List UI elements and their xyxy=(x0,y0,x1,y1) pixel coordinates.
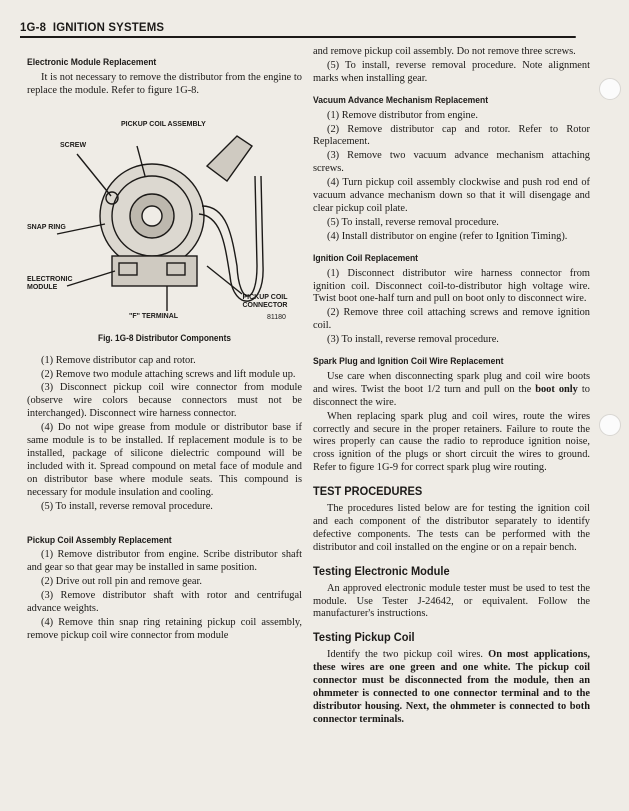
step: (5) To install, reverse removal procedure. xyxy=(41,500,213,512)
paragraph: An approved electronic module tester must be used to test the module. Use Tester J-24642, or equivalent. Follow the manufacturer's instructions. xyxy=(313,582,590,620)
text: to disconnect the wire. xyxy=(313,383,590,408)
heading-testing-electronic-module: Testing Electronic Module xyxy=(313,563,450,578)
emphasis: boot only xyxy=(535,383,578,395)
binder-hole xyxy=(599,414,621,436)
heading-spark-plug-wire: Spark Plug and Ignition Coil Wire Replacement xyxy=(313,356,504,367)
paragraph: When replacing spark plug and coil wires, route the wires correctly and secure in the proper retainers. Failure to route the wires properly can cause the radio to reproduce ignition noise, cross ignition of the plugs or short circuit the wires to ground. Refer to figure 1G-9 for correct spark plug wire routing. xyxy=(313,410,590,474)
label-pickup-coil-connector: PICKUP COIL CONNECTOR xyxy=(242,293,288,309)
label-f-terminal: "F" TERMINAL xyxy=(129,312,179,320)
heading-vacuum-advance: Vacuum Advance Mechanism Replacement xyxy=(313,94,489,105)
distributor-illustration xyxy=(27,106,302,326)
step: (3) Remove two vacuum advance mechanism attaching screws. xyxy=(313,150,590,175)
heading-pickup-coil-assembly: Pickup Coil Assembly Replacement xyxy=(27,534,172,545)
text: Identify the two pickup coil wires. xyxy=(327,649,483,661)
label-electronic-module: ELECTRONIC MODULE xyxy=(27,275,73,291)
binder-hole xyxy=(599,78,621,100)
step: (1) Remove distributor from engine. Scribe distributor shaft and gear so that gear may be installed in same position. xyxy=(27,549,302,574)
step: (4) Do not wipe grease from module or distributor base if same module is to be installed. If replacement module is to be installed, package of silicone dielectric compound will be included with it. Spread compound on metal face of module and on distributor base where module seats. This compound is necessary for module insulation and cooling. xyxy=(27,422,302,498)
step: (1) Remove distributor cap and rotor. xyxy=(41,354,196,366)
paragraph xyxy=(313,649,590,726)
heading-test-procedures: TEST PROCEDURES xyxy=(313,484,423,499)
page-header xyxy=(20,20,576,38)
step: (1) Disconnect distributor wire harness connector from ignition coil. Disconnect coil-to-distributor high voltage wire. Twist boot one-half turn and pull on boot only to disconnect wire. xyxy=(313,267,590,305)
paragraph: The procedures listed below are for testing the ignition coil and each component of the distributor separately to identify defective components. The tests can be performed with the distributor and coil installed on the engine or on a repair bench. xyxy=(313,503,590,553)
text: Use care when disconnecting spark plug and coil wire boots and wires. Twist the boot 1/2 turn and pull on the xyxy=(313,370,590,395)
step: (2) Remove distributor cap and rotor. Refer to Rotor Replacement. xyxy=(313,123,590,148)
step: (5) To install, reverse removal procedure. xyxy=(327,216,499,228)
heading-ignition-coil: Ignition Coil Replacement xyxy=(313,252,419,263)
heading-electronic-module: Electronic Module Replacement xyxy=(27,57,157,67)
step: (2) Drive out roll pin and remove gear. xyxy=(41,576,203,588)
heading-testing-pickup-coil: Testing Pickup Coil xyxy=(313,630,415,645)
right-column xyxy=(313,46,590,728)
step: (4) Remove thin snap ring retaining pickup coil assembly, remove pickup coil wire connector from module xyxy=(27,616,302,641)
step: (3) Remove distributor shaft with rotor and centrifugal advance weights. xyxy=(27,590,302,615)
step: (2) Remove three coil attaching screws and remove ignition coil. xyxy=(313,307,590,332)
figure-distributor-components xyxy=(27,106,302,326)
step: (5) To install, reverse removal procedure. Note alignment marks when installing gear. xyxy=(313,59,590,84)
label-pickup-coil-assembly: PICKUP COIL ASSEMBLY xyxy=(121,120,206,128)
label-screw: SCREW xyxy=(60,141,87,149)
label-snap-ring: SNAP RING xyxy=(27,223,66,231)
step: (4) Turn pickup coil assembly clockwise and push rod end of vacuum advance mechanism down so that it will disengage and clear pickup coil plate. xyxy=(313,177,590,214)
paragraph-continued: and remove pickup coil assembly. Do not remove three screws. xyxy=(313,46,576,57)
step: (3) Disconnect pickup coil wire connector from module (observe wire colors because connectors must not be interchanged). Disconnect wire harness connector. xyxy=(27,382,302,420)
paragraph: It is not necessary to remove the distributor from the engine to replace the module. Refer to figure 1G-8. xyxy=(27,71,302,96)
emphasis: On most applications, these wires are one green and one white. The pickup coil connector must be disconnected from the module, then an ohmmeter is connected to one connector terminal and to the distributor housing. Next, the ohmmeter is connected to both connector terminals. xyxy=(313,649,590,725)
step: (2) Remove two module attaching screws and lift module up. xyxy=(41,368,296,380)
figure-number: 81180 xyxy=(267,313,286,321)
left-column xyxy=(27,48,302,644)
step: (1) Remove distributor from engine. xyxy=(327,109,478,121)
step: (3) To install, reverse removal procedure. xyxy=(327,334,499,346)
section-title: IGNITION SYSTEMS xyxy=(52,20,165,34)
figure-caption: Fig. 1G-8 Distributor Components xyxy=(98,332,231,343)
step: (4) Install distributor on engine (refer to Ignition Timing). xyxy=(327,230,568,242)
paragraph xyxy=(313,371,590,410)
page-number: 1G-8 xyxy=(20,20,47,34)
